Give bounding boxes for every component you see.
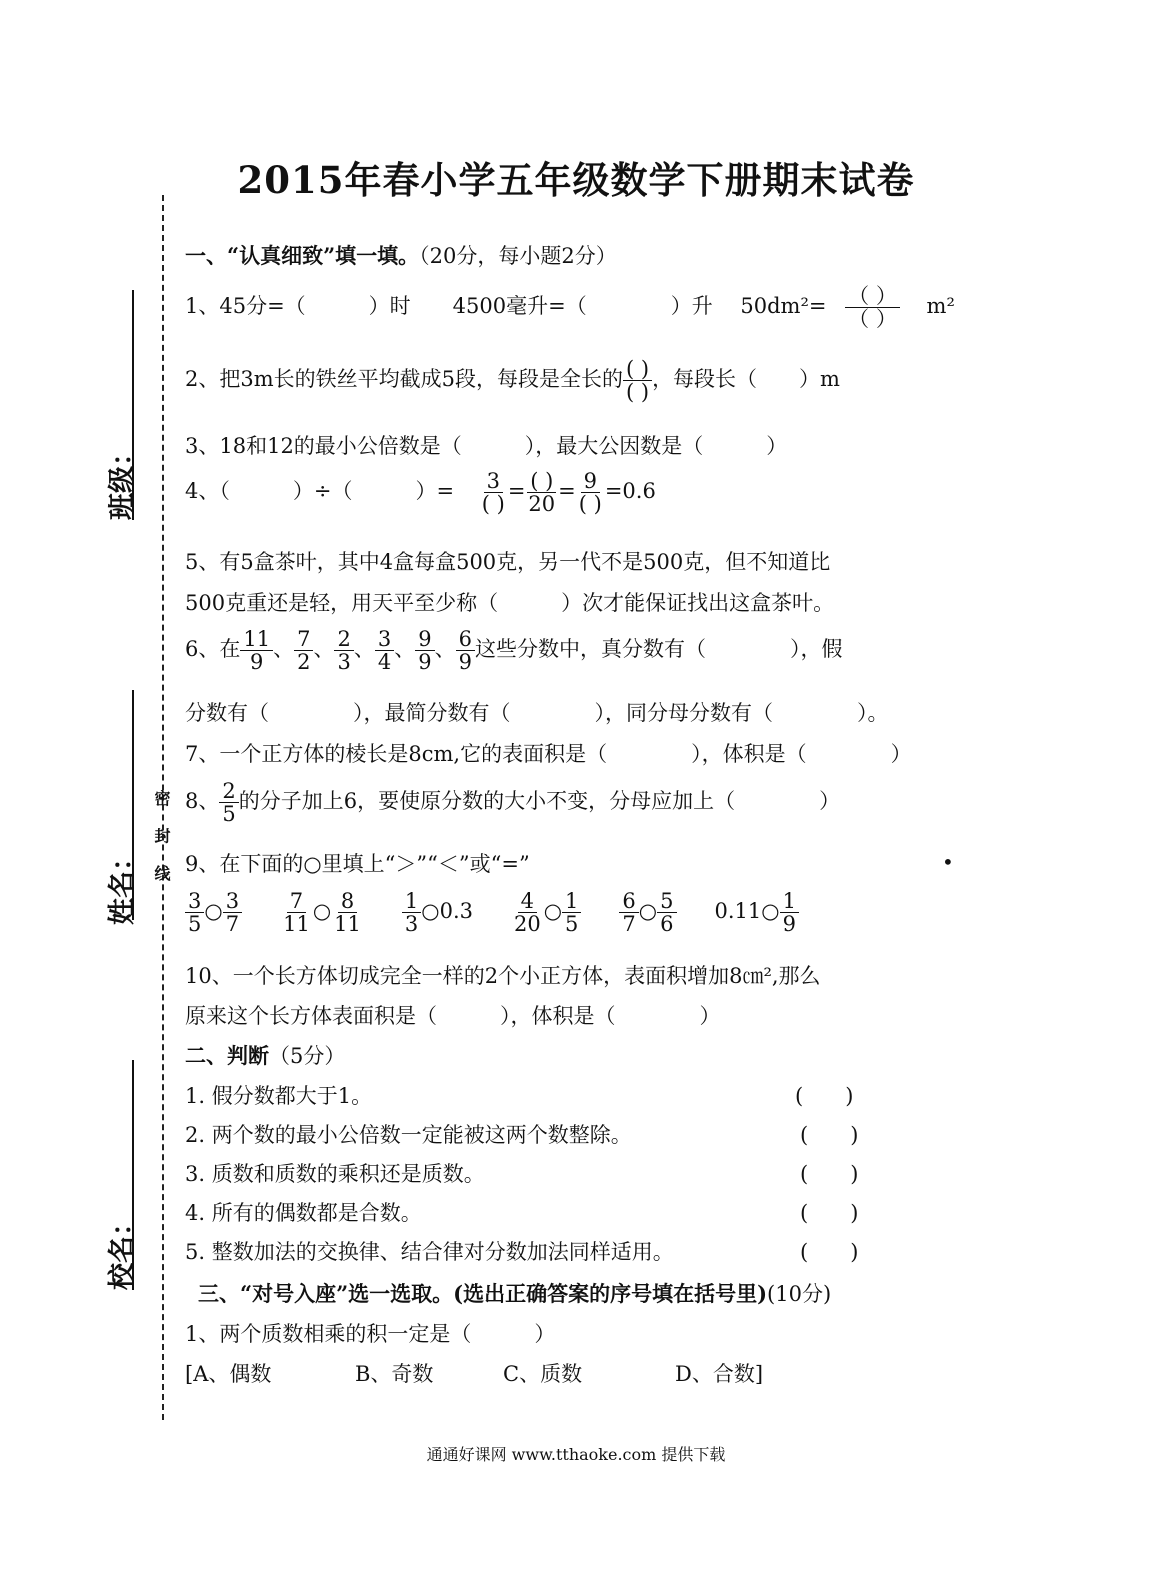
q9-item-4-right [562,890,581,935]
option-b: B、奇数 [355,1362,434,1386]
q9-item-1-left [185,890,204,935]
q9-answer-circle: ○ [312,899,332,924]
q9-item-3-left [402,890,421,935]
question-10-line1: 10、一个长方体切成完全一样的2个小正方体，表面积增加8㎝²,那么 [185,964,821,988]
q9-item-2-right-numerator: 8 [338,890,357,913]
q9-item-6-right-denominator: 9 [782,912,796,937]
option-a: [A、偶数 [185,1362,272,1386]
q9-item-1-left-numerator: 3 [185,890,204,913]
q6-text: 6、在 [185,637,241,662]
q6-fraction-4 [375,628,394,673]
q9-item-1-left-denominator: 5 [188,912,202,937]
q9-item-2-right [331,890,364,935]
q9-item-4-right-numerator: 1 [562,890,581,913]
q9-comparison-4 [511,889,581,937]
q9-item-2-left [280,890,313,935]
q6-fraction-6-denominator: 9 [458,650,472,675]
judgement-item-3: 3. 质数和质数的乘积还是质数。 [185,1162,485,1186]
q1-unit: m² [926,294,955,319]
q9-comparison-3 [402,889,473,937]
name-label: 姓名： [107,844,138,925]
q9-item-4-left-numerator: 4 [518,890,537,913]
judgement-answer-box: ( ) [800,1240,859,1264]
q4-f3-denominator: ( ) [578,492,602,517]
q6-fraction-6 [456,628,475,673]
q2-text-end: ，每段长（ ）m [652,367,840,392]
q1-frac-numerator: （ ） [845,285,900,308]
q9-comparison-2 [280,889,364,937]
question-7: 7、一个正方体的棱长是8cm,它的表面积是（ ），体积是（ ） [185,742,912,766]
q9-item-5-right [657,890,676,935]
q8-text: 8、 [185,789,220,814]
q9-answer-circle: ○ [761,899,780,924]
q9-item-5-left-denominator: 7 [622,912,636,937]
q9-item-6-right [780,890,799,935]
q9-item-3-right-value: 0.3 [439,899,473,924]
q6-separator: 、 [434,637,456,662]
school-label: 校名： [107,1209,138,1290]
section2-heading [185,1040,345,1070]
q9-comparison-5 [619,889,676,937]
q6-fraction-1 [240,628,273,673]
q4-equals-1: = [507,479,526,504]
judgement-answer-box: ( ) [800,1162,859,1186]
q4-result: =0.6 [604,479,656,504]
section2-title: 二、判断 [185,1043,269,1068]
q9-item-3-left-denominator: 3 [404,912,419,937]
q9-item-5-right-denominator: 6 [660,912,674,937]
section3-title: 三、“对号入座”选一选取。(选出正确答案的序号填在括号里) [198,1281,768,1306]
q9-answer-circle: ○ [543,899,563,924]
q4-text: 4、（ ）÷（ ）= [185,479,455,504]
q1-frac-denominator: （ ） [848,307,897,332]
q9-item-5-right-numerator: 5 [657,890,676,913]
question-1 [185,285,955,330]
q6-fraction-1-numerator: 11 [240,628,273,651]
judgement-answer-box: ( ) [800,1201,859,1225]
q4-fraction-1 [479,470,508,515]
section1-heading [185,240,617,270]
question-8 [185,780,840,825]
section1-title: 一、“认真细致”填一填。 [185,243,420,268]
option-d: D、合数] [675,1362,764,1386]
q2-fraction [623,358,652,403]
q9-item-1-right [223,890,242,935]
q9-item-1-right-denominator: 7 [225,912,240,937]
section1-points: （20分，每小题2分） [419,244,617,268]
judgement-item-2: 2. 两个数的最小公倍数一定能被这两个数整除。 [185,1123,632,1147]
seal-line-text: 密 封 线 [152,790,171,890]
q6-fraction-1-denominator: 9 [250,650,264,675]
q6-separator: 、 [353,637,375,662]
q9-comparison-row [185,890,837,935]
q9-item-4-left-denominator: 20 [513,912,541,937]
q9-item-2-left-denominator: 11 [283,912,310,937]
question-9: 9、在下面的○里填上“＞”“＜”或“=” [185,852,530,876]
q9-item-1-right-numerator: 3 [223,890,242,913]
q2-text: 2、把3m长的铁丝平均截成5段，每段是全长的 [185,367,623,392]
section3-heading [198,1278,831,1308]
q9-item-5-left-numerator: 6 [619,890,638,913]
judgement-item-5: 5. 整数加法的交换律、结合律对分数加法同样适用。 [185,1240,674,1264]
section3-question-1: 1、两个质数相乘的积一定是（ ） [185,1322,556,1346]
q8-fraction [219,780,238,825]
question-6 [185,628,842,673]
q9-item-2-left-numerator: 7 [287,890,306,913]
q6-fraction-4-denominator: 4 [377,650,392,675]
q6-text-end: 这些分数中，真分数有（ ），假 [474,637,843,662]
q1-text: 1、45分=（ ）时 4500毫升=（ ）升 50dm²= [185,294,827,319]
q6-fraction-2 [294,628,313,673]
q6-fraction-5-numerator: 9 [415,628,434,651]
question-5-line1: 5、有5盒茶叶，其中4盒每盒500克，另一代不是500克，但不知道比 [185,550,831,574]
q6-fraction-3-numerator: 2 [334,628,353,651]
section3-points: (10分) [767,1282,832,1306]
q6-fraction-3-denominator: 3 [337,650,351,675]
q9-item-6-right-numerator: 1 [780,890,799,913]
q8-frac-denominator: 5 [222,802,236,827]
q9-comparison-1 [185,889,242,937]
stray-dot: • [942,850,954,874]
q8-frac-numerator: 2 [219,780,238,803]
q6-fraction-4-numerator: 3 [375,628,394,651]
q6-fraction-2-numerator: 7 [294,628,313,651]
footer-credit: 通通好课网 www.tthaoke.com 提供下载 [426,1445,726,1464]
q4-fraction-3 [576,470,605,515]
q6-separator: 、 [313,637,335,662]
q4-f2-numerator: ( ) [527,470,556,493]
q2-frac-numerator: ( ) [623,358,652,381]
question-3: 3、18和12的最小公倍数是（ ），最大公因数是（ ） [185,434,788,458]
q9-item-4-left [511,890,544,935]
judgement-answer-box: ( ) [795,1084,854,1108]
judgement-item-4: 4. 所有的偶数都是合数。 [185,1201,422,1225]
option-c: C、质数 [503,1362,583,1386]
q6-fraction-2-denominator: 2 [297,650,311,675]
q9-answer-circle: ○ [204,899,223,924]
judgement-answer-box: ( ) [800,1123,859,1147]
q4-f3-numerator: 9 [581,470,600,493]
q6-fraction-5-denominator: 9 [418,650,432,675]
class-label: 班级： [107,439,138,520]
question-5-line2: 500克重还是轻，用天平至少称（ ）次才能保证找出这盒茶叶。 [185,591,835,615]
section2-points: （5分） [269,1044,346,1068]
judgement-item-1: 1. 假分数都大于1。 [185,1084,373,1108]
q9-item-6-left-value: 0.11 [714,899,762,924]
question-6-line2: 分数有（ ），最简分数有（ ），同分母分数有（ ）。 [185,701,889,725]
q9-comparison-6 [714,889,799,937]
q4-f1-numerator: 3 [484,470,503,493]
q9-item-3-left-numerator: 1 [402,890,421,913]
q6-fraction-list [240,627,475,675]
q1-fraction [845,285,900,330]
question-10-line2: 原来这个长方体表面积是（ ），体积是（ ） [185,1004,721,1028]
q4-equals-2: = [558,479,576,504]
q6-separator: 、 [394,637,416,662]
q9-answer-circle: ○ [638,899,658,924]
q4-f2-denominator: 20 [528,492,556,517]
question-4 [185,470,656,515]
q8-text-end: 的分子加上6，要使原分数的大小不变，分母应加上（ ） [238,789,841,814]
q2-frac-denominator: ( ) [626,380,650,405]
q4-fraction-2 [525,470,558,515]
q6-fraction-5 [415,628,434,673]
q9-item-5-left [619,890,638,935]
q9-item-4-right-denominator: 5 [565,912,579,937]
q6-separator: 、 [273,637,295,662]
q9-answer-circle: ○ [421,899,440,924]
q6-fraction-3 [334,628,353,673]
question-2 [185,358,840,403]
page-title: 2015年春小学五年级数学下册期末试卷 [237,158,915,202]
q9-item-2-right-denominator: 11 [334,912,361,937]
q6-fraction-6-numerator: 6 [456,628,475,651]
q4-f1-denominator: ( ) [481,492,505,517]
